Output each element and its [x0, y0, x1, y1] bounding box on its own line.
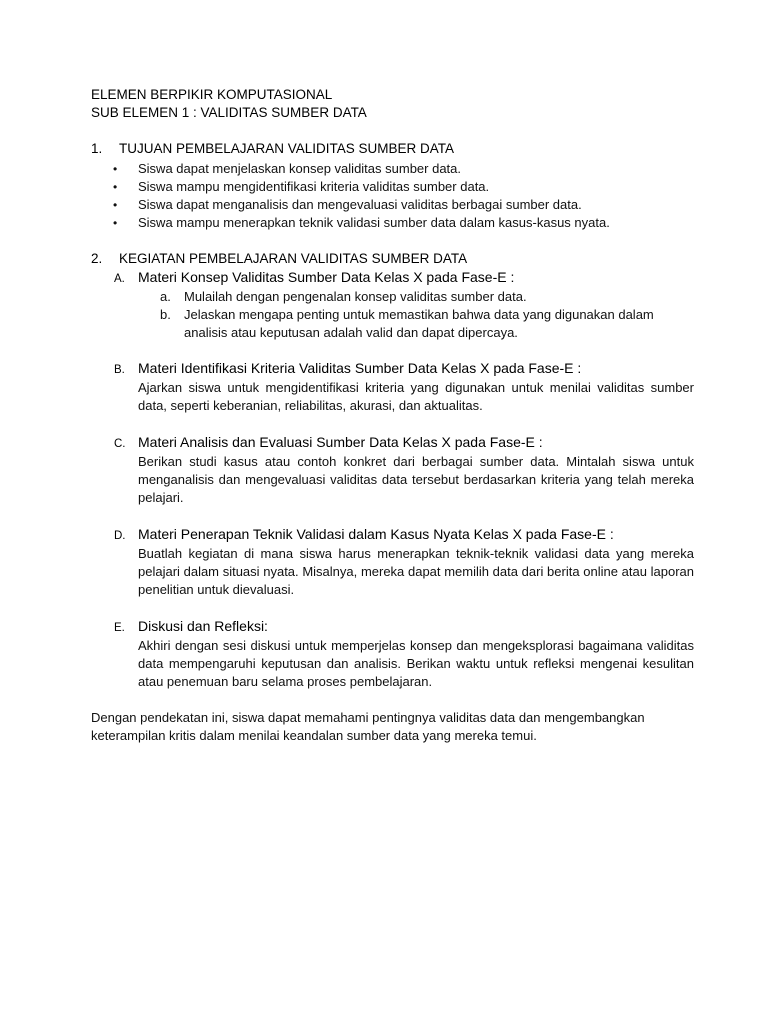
subsection-d-body: Buatlah kegiatan di mana siswa harus menerapkan teknik-teknik validasi data yang mereka pelajari dalam situasi nyata. Misalnya, mereka dapat memilih data dari berita online atau laporan penelitian untuk dievaluasi.: [138, 546, 694, 597]
section-2-number: 2.: [91, 251, 103, 266]
subsection-a-list: [160, 288, 694, 342]
list-item: • Siswa mampu menerapkan teknik validasi sumber data dalam kasus-kasus nyata.: [113, 215, 610, 230]
list-item: a. Mulailah dengan pengenalan konsep validitas sumber data.: [160, 289, 527, 304]
subsection-d: [114, 525, 694, 599]
subsection-b-body: Ajarkan siswa untuk mengidentifikasi kriteria yang digunakan untuk menilai validitas sumber data, seperti keberanian, reliabilitas, akurasi, dan aktualitas.: [138, 380, 694, 413]
section-1-number: 1.: [91, 141, 103, 156]
subsection-b: [114, 359, 694, 415]
element-title: ELEMEN BERPIKIR KOMPUTASIONAL: [91, 87, 333, 102]
subsection-a-letter: A.: [114, 273, 125, 285]
subsection-e: [114, 617, 694, 691]
subsection-e-body: Akhiri dengan sesi diskusi untuk memperjelas konsep dan mengeksplorasi bagaimana validitas data mempengaruhi keputusan dan analisis. Berikan waktu untuk refleksi mengenai kesulitan atau penemuan baru selama proses pembelajaran.: [138, 638, 694, 689]
subsection-c: [114, 433, 694, 507]
section-2-title: KEGIATAN PEMBELAJARAN VALIDITAS SUMBER DATA: [119, 251, 468, 266]
sub-element-title: SUB ELEMEN 1 : VALIDITAS SUMBER DATA: [91, 105, 367, 120]
bullet-icon: •: [113, 180, 118, 194]
subsection-e-title: Diskusi dan Refleksi:: [138, 618, 268, 634]
subsection-e-heading: [114, 617, 694, 637]
subsection-a-title: Materi Konsep Validitas Sumber Data Kelas X pada Fase-E :: [138, 269, 515, 285]
list-item: • Siswa mampu mengidentifikasi kriteria validitas sumber data.: [113, 179, 490, 194]
subsection-b-letter: B.: [114, 364, 125, 376]
subsection-c-letter: C.: [114, 438, 126, 450]
learning-goals-list: [91, 160, 694, 232]
bullet-icon: •: [113, 216, 118, 230]
subsection-e-letter: E.: [114, 622, 125, 634]
section-1-heading: [91, 140, 694, 158]
bullet-icon: •: [113, 162, 118, 176]
closing-paragraph: Dengan pendekatan ini, siswa dapat memahami pentingnya validitas data dan mengembangkan keterampilan kritis dalam menilai keandalan sumber data yang mereka temui.: [91, 710, 645, 743]
subsection-a: [114, 268, 694, 342]
document-header: [91, 86, 694, 122]
subsection-c-heading: [114, 433, 694, 453]
document-page: [91, 86, 694, 745]
list-item: • Siswa dapat menjelaskan konsep validitas sumber data.: [113, 161, 462, 176]
section-2-heading: [91, 250, 694, 268]
subsection-c-title: Materi Analisis dan Evaluasi Sumber Data Kelas X pada Fase-E :: [138, 434, 543, 450]
list-item: b. Jelaskan mengapa penting untuk memastikan bahwa data yang digunakan dalam analisis atau keputusan adalah valid dan dapat dipercaya.: [160, 307, 654, 340]
subsection-c-body: Berikan studi kasus atau contoh konkret dari berbagai sumber data. Mintalah siswa untuk menganalisis dan mengevaluasi validitas data tersebut berdasarkan kriteria yang telah mereka pelajari.: [138, 454, 694, 505]
bullet-icon: •: [113, 198, 118, 212]
subsection-d-letter: D.: [114, 530, 126, 542]
section-1-title: TUJUAN PEMBELAJARAN VALIDITAS SUMBER DATA: [119, 141, 455, 156]
subsection-a-heading: [114, 268, 694, 288]
subsection-d-title: Materi Penerapan Teknik Validasi dalam Kasus Nyata Kelas X pada Fase-E :: [138, 526, 614, 542]
subsection-b-heading: [114, 359, 694, 379]
subsection-b-title: Materi Identifikasi Kriteria Validitas Sumber Data Kelas X pada Fase-E :: [138, 360, 582, 376]
list-item: • Siswa dapat menganalisis dan mengevaluasi validitas berbagai sumber data.: [113, 197, 582, 212]
subsection-d-heading: [114, 525, 694, 545]
